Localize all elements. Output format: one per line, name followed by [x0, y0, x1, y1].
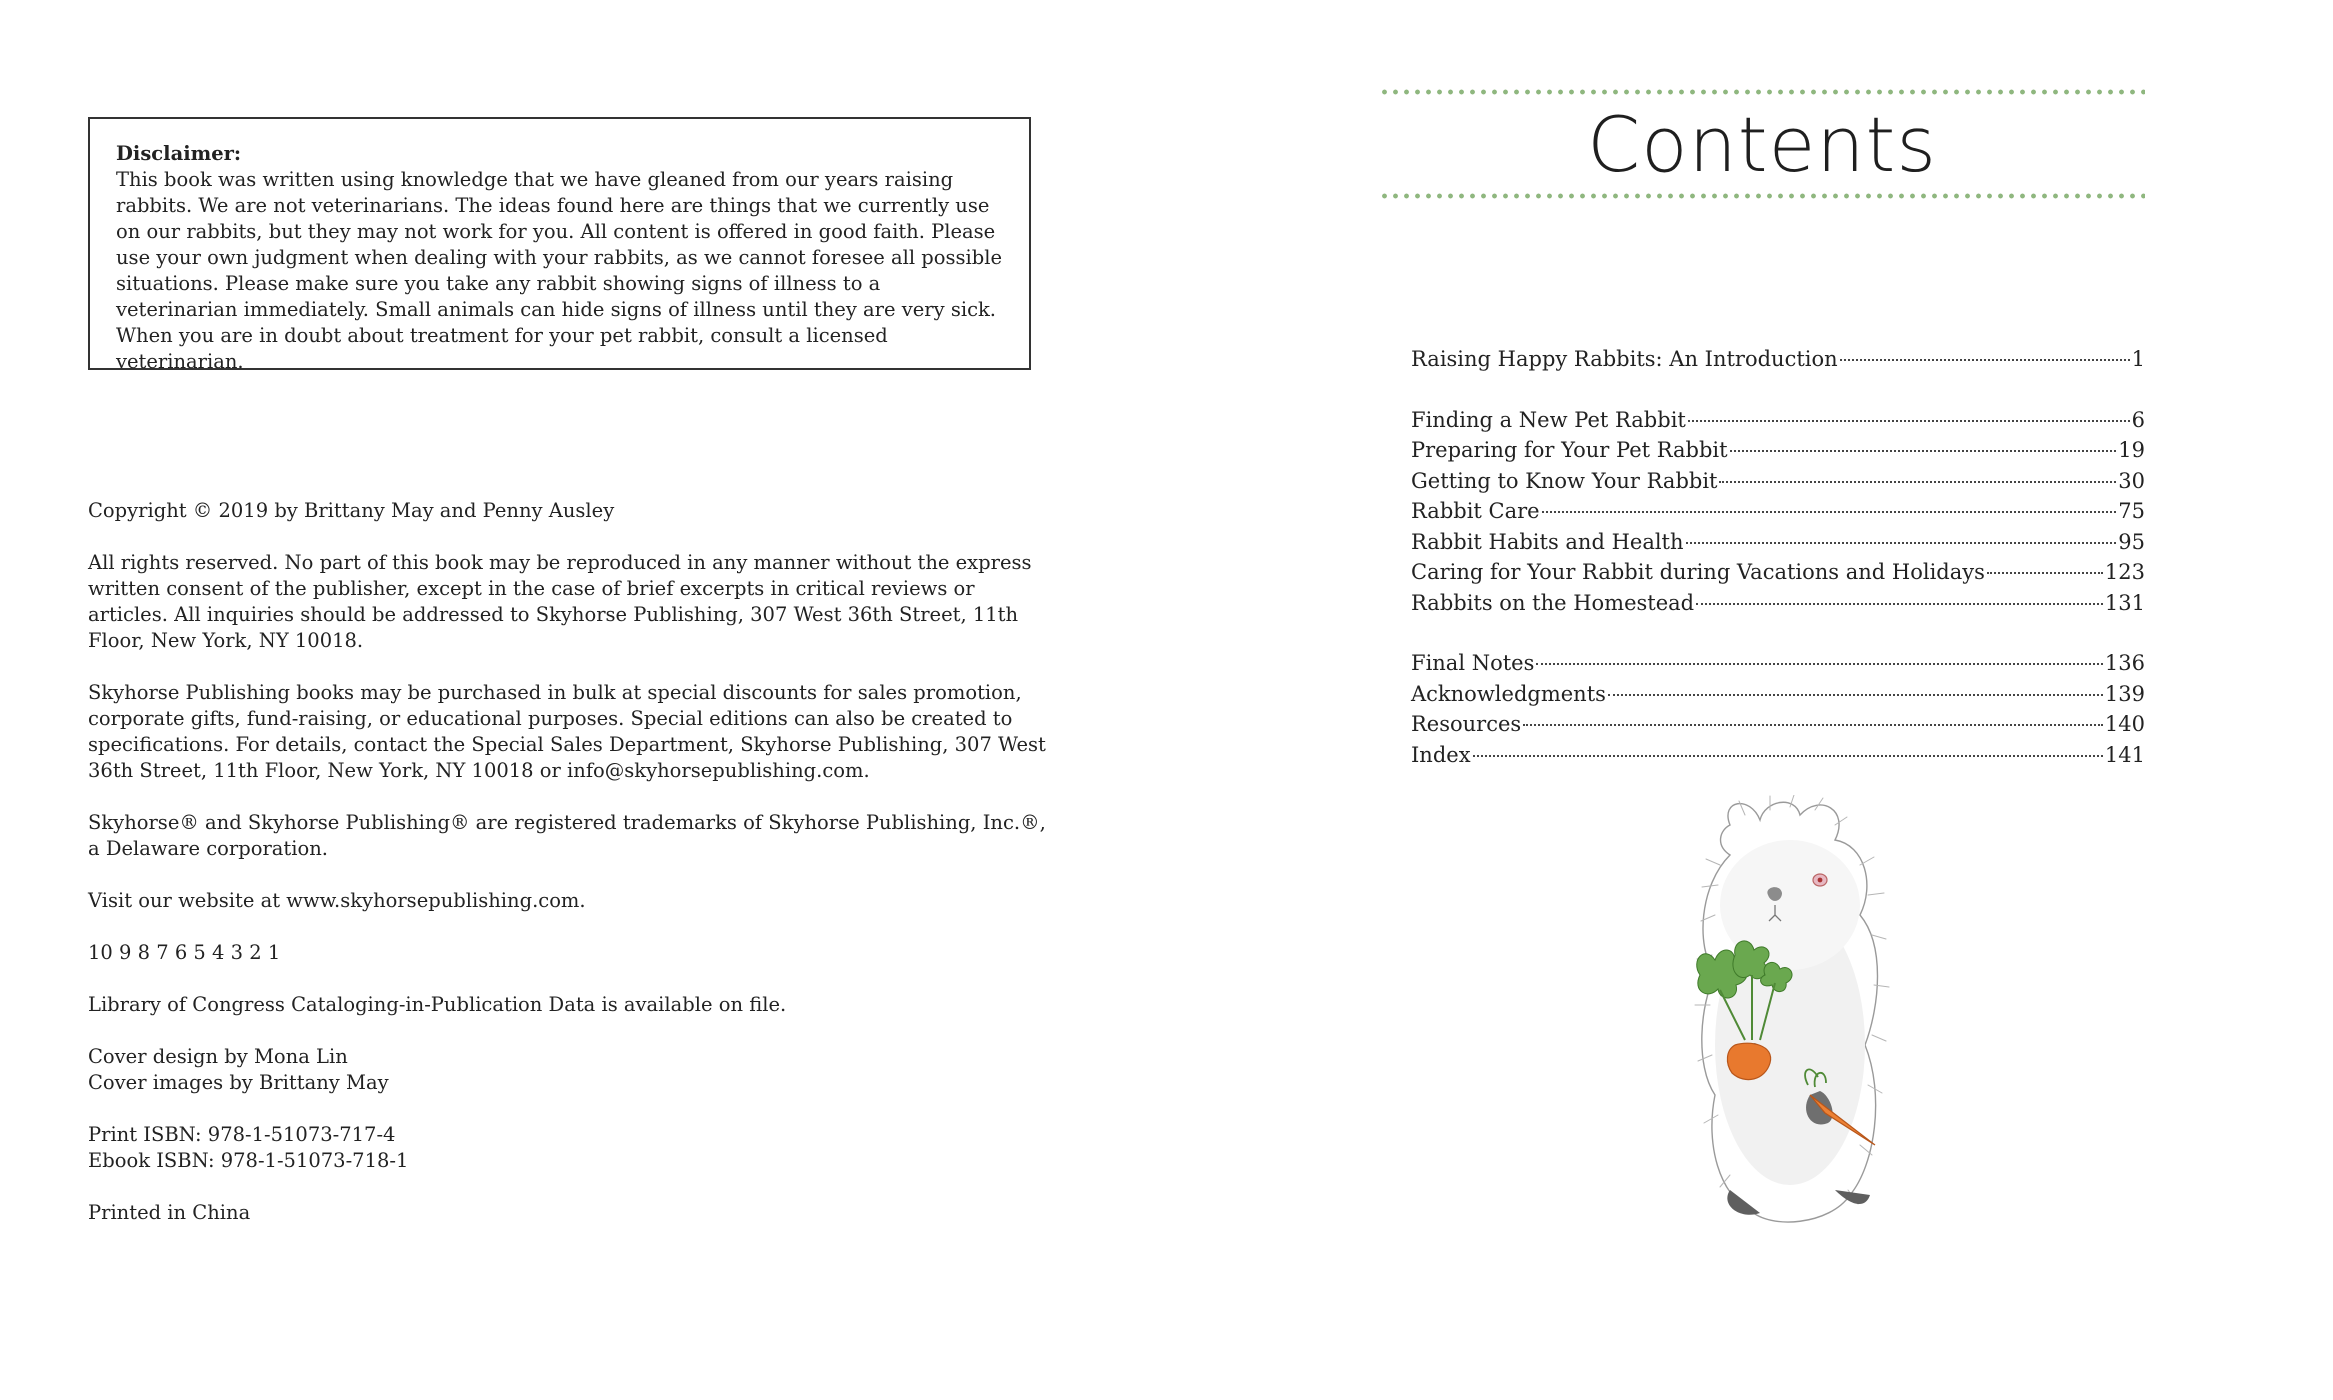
printed-in: Printed in China [88, 1201, 251, 1224]
ebook-isbn: Ebook ISBN: 978-1-51073-718-1 [88, 1149, 409, 1172]
toc-group [1411, 344, 2145, 375]
toc-dot-leader [1523, 723, 2103, 726]
toc-dot-leader [1840, 358, 2130, 361]
toc-entry-title: Acknowledgments [1411, 681, 1606, 706]
cover-credits [88, 1044, 1048, 1096]
disclaimer-heading: Disclaimer: [116, 142, 242, 165]
toc-entry-page: 136 [2104, 651, 2145, 675]
toc-entry-title: Getting to Know Your Rabbit [1411, 468, 1718, 493]
rights-statement: All rights reserved. No part of this book may be reproduced in any manner without the express written consent of the publisher, except in the case of brief excerpts in critical reviews or articles. All inquiries should be addressed to Skyhorse Publishing, 307 West 36th Street, 11th Floor, New York, NY 10018. [88, 551, 1032, 652]
toc-entry-title: Preparing for Your Pet Rabbit [1411, 438, 1728, 462]
contents-title: Contents [1587, 100, 1937, 189]
toc-entry [1411, 496, 2145, 527]
toc-dot-leader [1686, 541, 2117, 544]
toc-entry-page: 139 [2104, 681, 2145, 706]
toc-dot-leader [1608, 693, 2103, 696]
toc-dot-leader [1536, 662, 2103, 665]
bulk-sales-statement: Skyhorse Publishing books may be purchased in bulk at special discounts for sales promotion, corporate gifts, fund-raising, or educational purposes. Special editions can also be created to specifications. For details, contact the Special Sales Department, Skyhorse Publishing, 307 West 36th Street, 11th Floor, New York, NY 10018 or info@skyhorsepublishing.com. [88, 681, 1046, 782]
disclaimer-text: This book was written using knowledge that we have gleaned from our years raising rabbits. We are not veterinarians. The ideas found here are things that we currently use on our rabbits, but they may not work for you. All content is offered in good faith. Please use your own judgment when dealing with your rabbits, as we cannot foresee all possible situations. Please make sure you take any rabbit showing signs of illness to a veterinarian immediately. Small animals can hide signs of illness until they are very sick. When you are in doubt about treatment for your pet rabbit, consult a licensed veterinarian. [116, 168, 1003, 373]
toc-entry-title: Finding a New Pet Rabbit [1411, 407, 1686, 432]
dotted-rule-top [1379, 89, 2145, 95]
dotted-rule-bottom [1379, 193, 2145, 199]
toc-entry-title: Index [1411, 742, 1471, 767]
toc-entry-title: Resources [1411, 712, 1522, 736]
toc-entry-title: Caring for Your Rabbit during Vacations and Holidays [1411, 560, 1985, 584]
toc-entry [1411, 405, 2145, 436]
toc-dot-leader [1688, 419, 2130, 422]
disclaimer-box [88, 117, 1031, 373]
copyright-block [88, 498, 1048, 1252]
toc-entry-page: 75 [2118, 499, 2145, 523]
toc-entry-page: 19 [2118, 438, 2145, 462]
toc-entry-title: Rabbit Habits and Health [1411, 529, 1684, 554]
toc-dot-leader [1987, 571, 2103, 574]
printing-line: 10 9 8 7 6 5 4 3 2 1 [88, 941, 281, 964]
toc-entry [1411, 527, 2145, 558]
rabbit-with-carrots-illustration [1660, 795, 1930, 1235]
toc-entry-page: 140 [2104, 712, 2145, 736]
toc-entry-page: 1 [2131, 347, 2145, 371]
toc-entry [1411, 435, 2145, 466]
toc-entry-title: Rabbit Care [1411, 499, 1540, 523]
toc-entry [1411, 344, 2145, 375]
toc-dot-leader [1719, 480, 2116, 483]
trademark-statement: Skyhorse® and Skyhorse Publishing® are registered trademarks of Skyhorse Publishing, Inc.®, a Delaware corporation. [88, 811, 1046, 860]
toc-entry-title: Final Notes [1411, 651, 1535, 675]
toc-entry [1411, 648, 2145, 679]
toc-entry-page: 141 [2104, 742, 2145, 767]
toc-entry-page: 131 [2104, 590, 2145, 615]
website-line: Visit our website at www.skyhorsepublishing.com. [88, 889, 586, 912]
toc-entry [1411, 588, 2145, 619]
print-isbn: Print ISBN: 978-1-51073-717-4 [88, 1123, 396, 1146]
toc-dot-leader [1473, 754, 2103, 757]
cover-images-credit: Cover images by Brittany May [88, 1071, 389, 1094]
cover-design-credit: Cover design by Mona Lin [88, 1045, 348, 1068]
toc-entry-page: 95 [2118, 529, 2145, 554]
toc-entry-page: 30 [2118, 468, 2145, 493]
toc-entry [1411, 709, 2145, 740]
toc-dot-leader [1730, 449, 2117, 452]
toc-dot-leader [1542, 510, 2117, 513]
toc-entry [1411, 466, 2145, 497]
cip-statement: Library of Congress Cataloging-in-Publication Data is available on file. [88, 993, 787, 1016]
isbn-block [88, 1122, 1048, 1174]
toc-entry [1411, 740, 2145, 771]
table-of-contents [1411, 344, 2145, 800]
toc-entry-title: Raising Happy Rabbits: An Introduction [1411, 347, 1838, 371]
toc-entry [1411, 679, 2145, 710]
toc-entry-page: 123 [2104, 560, 2145, 584]
copyright-notice: Copyright © 2019 by Brittany May and Penny Ausley [88, 499, 615, 522]
toc-group [1411, 405, 2145, 619]
toc-group [1411, 648, 2145, 770]
contents-header [1379, 89, 2145, 203]
toc-entry-title: Rabbits on the Homestead [1411, 590, 1695, 615]
toc-entry [1411, 557, 2145, 588]
toc-entry-page: 6 [2131, 407, 2145, 432]
toc-dot-leader [1696, 602, 2103, 605]
